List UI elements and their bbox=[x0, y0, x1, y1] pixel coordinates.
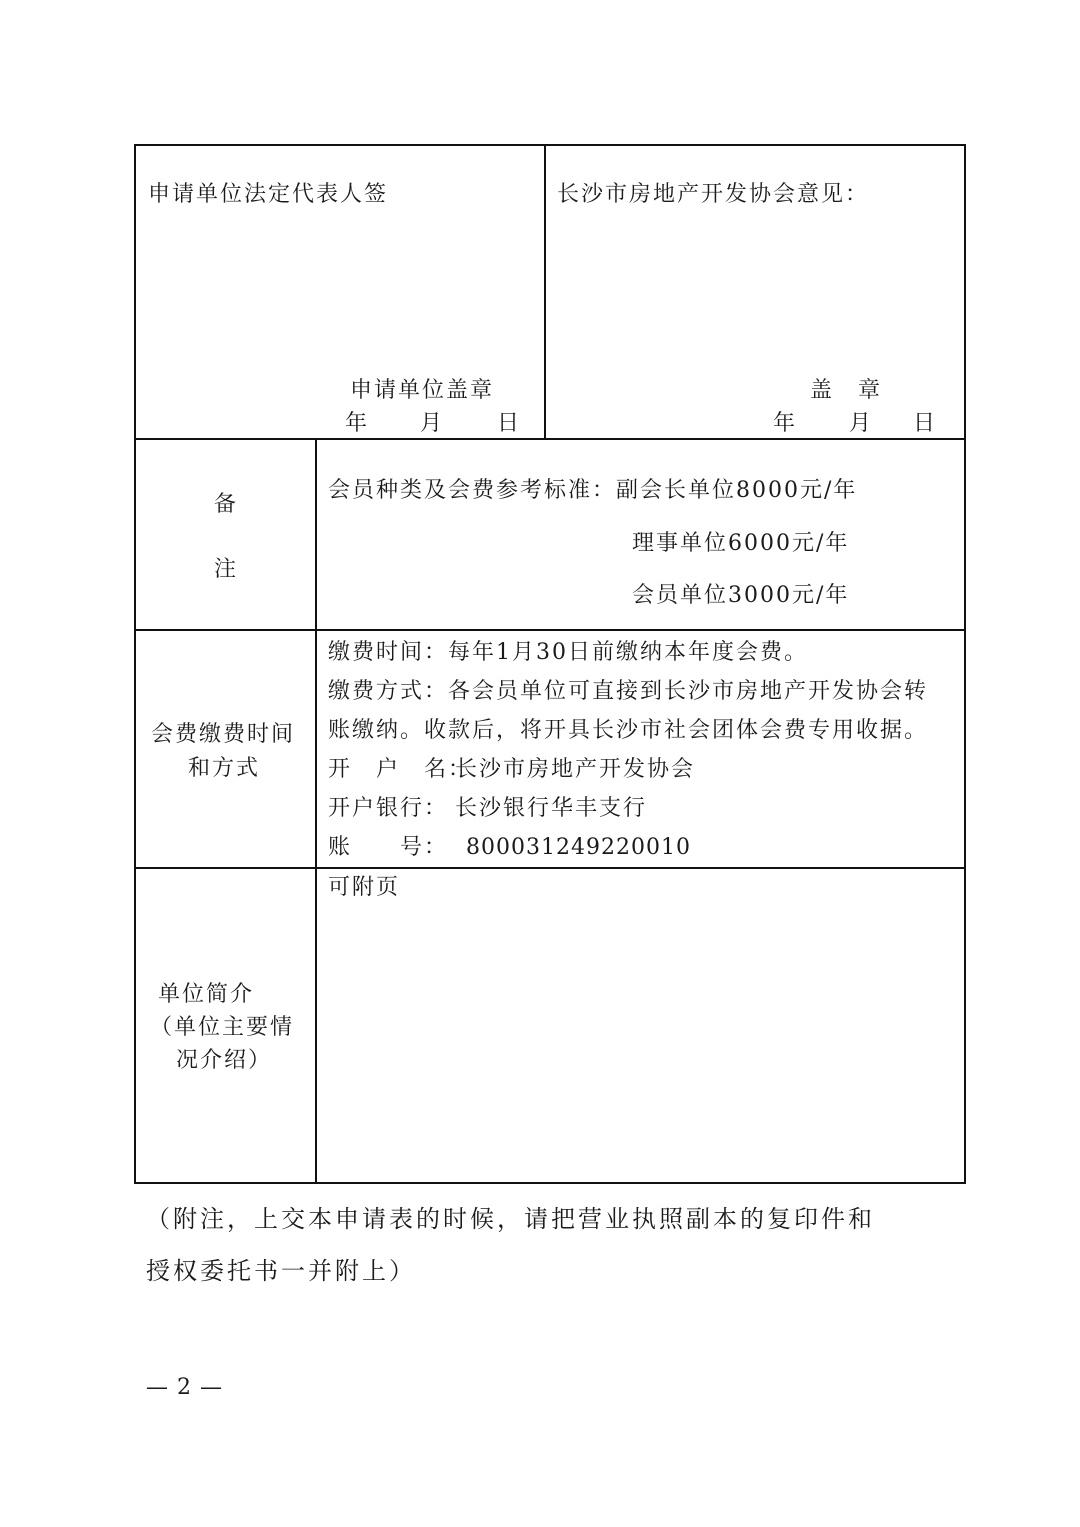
page-number: — 2 — bbox=[146, 1375, 223, 1400]
account-name-value: 长沙市房地产开发协会 bbox=[455, 757, 696, 782]
intro-label-2: （单位主要情 bbox=[150, 1015, 295, 1040]
footnote-line-2: 授权委托书一并附上） bbox=[146, 1257, 416, 1285]
remarks-label-2: 注 bbox=[214, 557, 239, 582]
association-opinion-label: 长沙市房地产开发协会意见： bbox=[557, 182, 870, 207]
payment-time-line: 缴费时间：每年1月30日前缴纳本年度会费。 bbox=[328, 640, 808, 665]
right-date-year: 年 bbox=[773, 411, 798, 436]
payment-label-2: 和方式 bbox=[188, 756, 261, 781]
left-date-day: 日 bbox=[497, 411, 522, 436]
left-date-year: 年 bbox=[345, 411, 370, 436]
remarks-label-1: 备 bbox=[214, 492, 239, 517]
payment-method-line-1: 缴费方式：各会员单位可直接到长沙市房地产开发协会转 bbox=[328, 679, 929, 704]
intro-label-3: 况介绍） bbox=[176, 1048, 273, 1073]
footnote-line-1: （附注，上交本申请表的时候，请把营业执照副本的复印件和 bbox=[146, 1205, 875, 1233]
fee-standard-line-1: 会员种类及会费参考标准：副会长单位8000元/年 bbox=[328, 478, 858, 503]
attachment-note: 可附页 bbox=[328, 875, 401, 900]
payment-label-1: 会费缴费时间 bbox=[151, 722, 296, 747]
table-divider-3 bbox=[134, 867, 966, 869]
association-stamp-label: 盖 章 bbox=[810, 378, 883, 403]
top-row-divider bbox=[544, 144, 546, 440]
account-number-label: 账 号： bbox=[328, 835, 449, 860]
applicant-stamp-label: 申请单位盖章 bbox=[350, 378, 495, 403]
right-date-day: 日 bbox=[913, 411, 938, 436]
fee-standard-line-2: 理事单位6000元/年 bbox=[632, 531, 850, 556]
payment-method-line-2: 账缴纳。收款后，将开具长沙市社会团体会费专用收据。 bbox=[328, 718, 929, 743]
table-border-left bbox=[134, 144, 136, 1184]
bank-value: 长沙银行华丰支行 bbox=[455, 796, 648, 821]
right-date-month: 月 bbox=[849, 411, 874, 436]
bank-label: 开户银行： bbox=[328, 796, 449, 821]
table-border-top bbox=[134, 144, 966, 146]
legal-rep-signature-label: 申请单位法定代表人签 bbox=[148, 182, 389, 207]
label-column-divider bbox=[315, 438, 317, 1184]
fee-standard-line-3: 会员单位3000元/年 bbox=[632, 583, 850, 608]
intro-label-1: 单位简介 bbox=[158, 982, 255, 1007]
account-name-label: 开 户 名： bbox=[328, 757, 473, 782]
table-divider-2 bbox=[134, 629, 966, 631]
table-border-bottom bbox=[134, 1182, 966, 1184]
table-divider-1 bbox=[134, 438, 966, 440]
account-number-value: 800031249220010 bbox=[466, 835, 691, 860]
left-date-month: 月 bbox=[420, 411, 445, 436]
table-border-right bbox=[964, 144, 966, 1184]
